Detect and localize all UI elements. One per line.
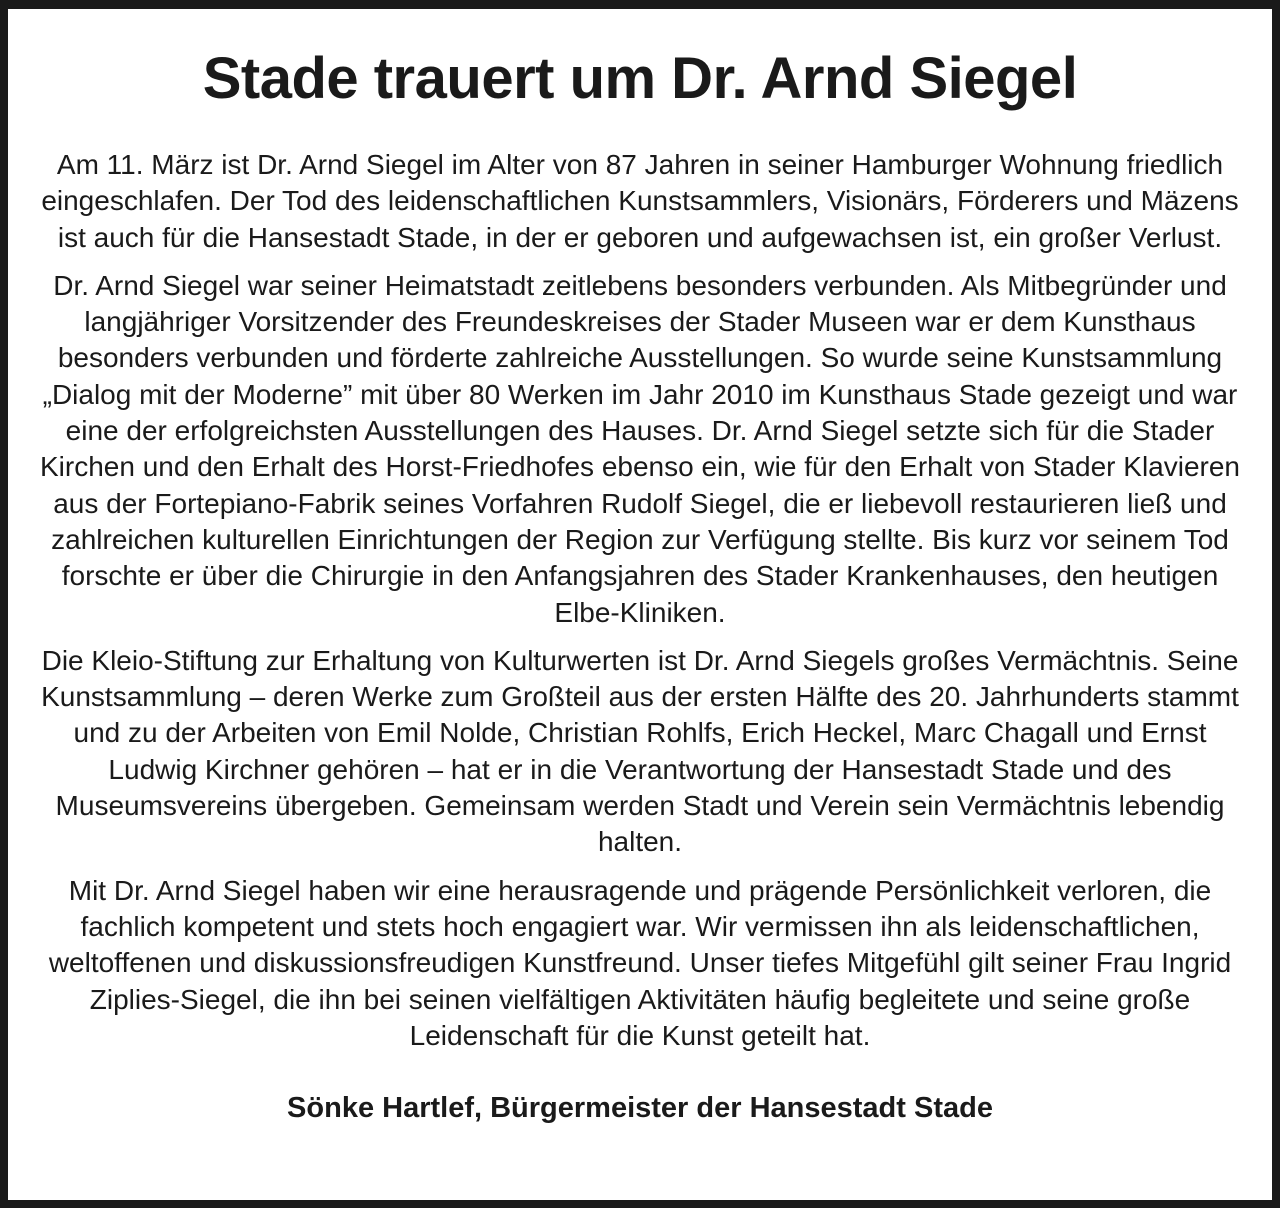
signature: Sönke Hartlef, Bürgermeister der Hansestadt Stade [287,1092,993,1125]
notice-content [38,39,1242,1126]
paragraph-engagement: Dr. Arnd Siegel war seiner Heimatstadt zeitlebens besonders verbunden. Als Mitbegründer und langjähriger Vorsitzender des Freundeskreises der Stader Museen war er dem Kunsthaus besonders verbunden und förderte zahlreiche Ausstellungen. So wurde seine Kunstsammlung „Dialog mit der Moderne” mit über 80 Werken im Jahr 2010 im Kunsthaus Stade gezeigt und war eine der erfolgreichsten Ausstellungen des Hauses. Dr. Arnd Siegel setzte sich für die Stader Kirchen und den Erhalt des Horst-Friedhofes ebenso ein, wie für den Erhalt von Stader Klavieren aus der Fortepiano-Fabrik seines Vorfahren Rudolf Siegel, die er liebevoll restaurieren ließ und zahlreichen kulturellen Einrichtungen der Region zur Verfügung stellte. Bis kurz vor seinem Tod forschte er über die Chirurgie in den Anfangsjahren des Stader Krankenhauses, den heutigen Elbe-Kliniken. [39,269,1240,628]
notice-title: Stade trauert um Dr. Arnd Siegel [202,46,1078,111]
paragraph-legacy: Die Kleio-Stiftung zur Erhaltung von Kulturwerten ist Dr. Arnd Siegels großes Vermächtnis. Seine Kunstsammlung – deren Werke zum Großteil aus der ersten Hälfte des 20. Jahrhunderts stammt und zu der Arbeiten von Emil Nolde, Christian Rohlfs, Erich Heckel, Marc Chagall und Ernst Ludwig Kirchner gehören – hat er in die Verantwortung der Hansestadt Stade und des Museumsvereins übergeben. Gemeinsam werden Stadt und Verein sein Vermächtnis lebendig halten. [41,644,1239,858]
paragraph-condolence: Mit Dr. Arnd Siegel haben wir eine herausragende und prägende Persönlichkeit verloren, die fachlich kompetent und stets hoch engagiert war. Wir vermissen ihn als leidenschaftlichen, weltoffenen und diskussionsfreudigen Kunstfreund. Unser tiefes Mitgefühl gilt seiner Frau Ingrid Ziplies-Siegel, die ihn bei seinen vielfältigen Aktivitäten häufig begleitete und seine große Leidenschaft für die Kunst geteilt hat. [48,874,1232,1051]
paragraph-passing: Am 11. März ist Dr. Arnd Siegel im Alter von 87 Jahren in seiner Hamburger Wohnung friedlich eingeschlafen. Der Tod des leidenschaftlichen Kunstsammlers, Visionärs, Förderers und Mäzens ist auch für die Hansestadt Stade, in der er geboren und aufgewachsen ist, ein großer Verlust. [41,149,1239,253]
notice-body [38,147,1242,1054]
